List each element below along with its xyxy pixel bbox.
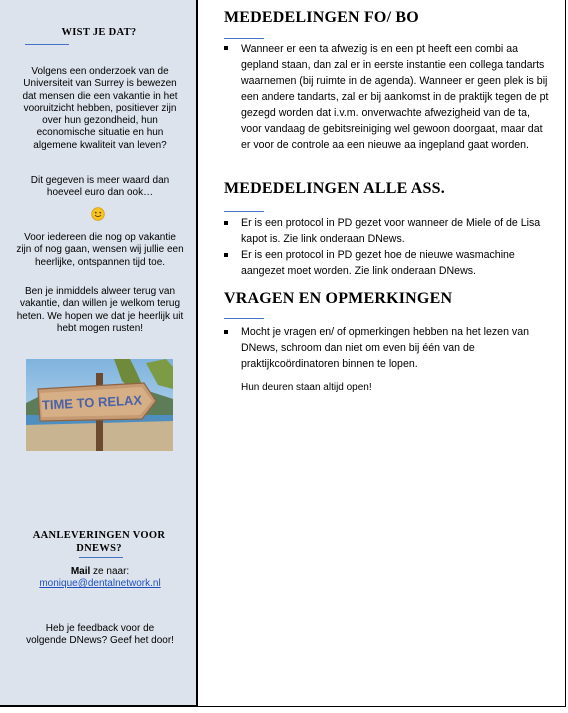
sidebar-heading-rule-2 bbox=[79, 557, 123, 558]
section-rule-fo-bo bbox=[224, 38, 264, 39]
list-item-alle-ass-2: Er is een protocol in PD gezet hoe de nieuwe wasmachine aangezet moet worden. Zie link onderaan DNews. bbox=[241, 249, 515, 277]
sidebar-paragraph-holiday-wish: Voor iedereen die nog op vakantie zijn of nog gaan, wensen wij jullie een heerlijke, ontspannen tijd toe. bbox=[16, 232, 184, 268]
section-rule-alle-ass bbox=[224, 211, 264, 212]
list-item-fo-bo-1: Wanneer er een ta afwezig is en een pt heeft een combi aa gepland staan, dan zal er in eerste instantie een collega tandarts waarnemen (bij ruimte in de agenda). Wanneer er geen plek is bij een andere tandarts, zal er bij aankomst in de praktijk tegen de pt gezegd worden dat i.v.m. onverwachte afwezigheid van de ta, voor vandaag de gebitsreiniging wel gewoon doorgaat, maar dat er voor de controle aa een nieuwe aa ingepland gaat worden. bbox=[241, 43, 549, 151]
section-rule-vragen bbox=[224, 318, 264, 319]
sidebar-mail-instruction bbox=[16, 566, 184, 591]
section-title-alle-ass: MEDEDELINGEN ALLE ASS. bbox=[224, 180, 445, 197]
sidebar-paragraph-welcome-back: Ben je inmiddels alweer terug van vakantie, dan willen je welkom terug heten. We hopen we dat je heerlijk uit hebt mogen rusten! bbox=[16, 286, 184, 334]
page-bottom-border bbox=[0, 706, 566, 707]
main-content bbox=[200, 0, 568, 713]
closing-note: Hun deuren staan altijd open! bbox=[241, 382, 372, 393]
bullet-marker bbox=[224, 46, 228, 50]
mail-label: Mail bbox=[70, 566, 91, 577]
sidebar-heading-wist-je-dat: WIST JE DAT? bbox=[61, 27, 137, 38]
mail-address-link[interactable]: monique@dentalnetwork.nl bbox=[39, 578, 161, 590]
bullet-marker bbox=[224, 221, 228, 225]
bullet-marker bbox=[224, 330, 228, 334]
sidebar-heading-submissions: AANLEVERINGEN VOOR DNEWS? bbox=[32, 530, 166, 554]
page-right-border bbox=[565, 0, 566, 706]
mail-suffix: ze naar: bbox=[90, 566, 130, 577]
time-to-relax-image bbox=[26, 359, 173, 451]
list-item-alle-ass-1: Er is een protocol in PD gezet voor wanneer de Miele of de Lisa kapot is. Zie link onderaan DNews. bbox=[241, 217, 541, 245]
sidebar-feedback-text: Heb je feedback voor de volgende DNews? Geef het door! bbox=[26, 623, 174, 647]
bullet-marker bbox=[224, 253, 228, 257]
relax-sign-text: TIME TO RELAX bbox=[41, 392, 143, 413]
list-item-vragen-1: Mocht je vragen en/ of opmerkingen hebben na het lezen van DNews, schroom dan niet om even bij één van de praktijkcoördinatoren binnen te lopen. bbox=[241, 326, 529, 370]
smiley-icon bbox=[91, 207, 105, 221]
section-title-vragen: VRAGEN EN OPMERKINGEN bbox=[224, 290, 453, 307]
sidebar-paragraph-research: Volgens een onderzoek van de Universiteit van Surrey is bewezen dat mensen die een vakantie in het vooruitzicht hebben, positiever zijn over hun gezondheid, hun economische situatie en hun algemene kwaliteit van leven? bbox=[22, 66, 178, 151]
section-title-fo-bo: MEDEDELINGEN FO/ BO bbox=[224, 9, 419, 26]
sidebar-paragraph-value: Dit gegeven is meer waard dan hoeveel euro dan ook… bbox=[30, 175, 170, 199]
sidebar-heading-rule bbox=[25, 44, 69, 45]
sidebar bbox=[0, 0, 198, 706]
